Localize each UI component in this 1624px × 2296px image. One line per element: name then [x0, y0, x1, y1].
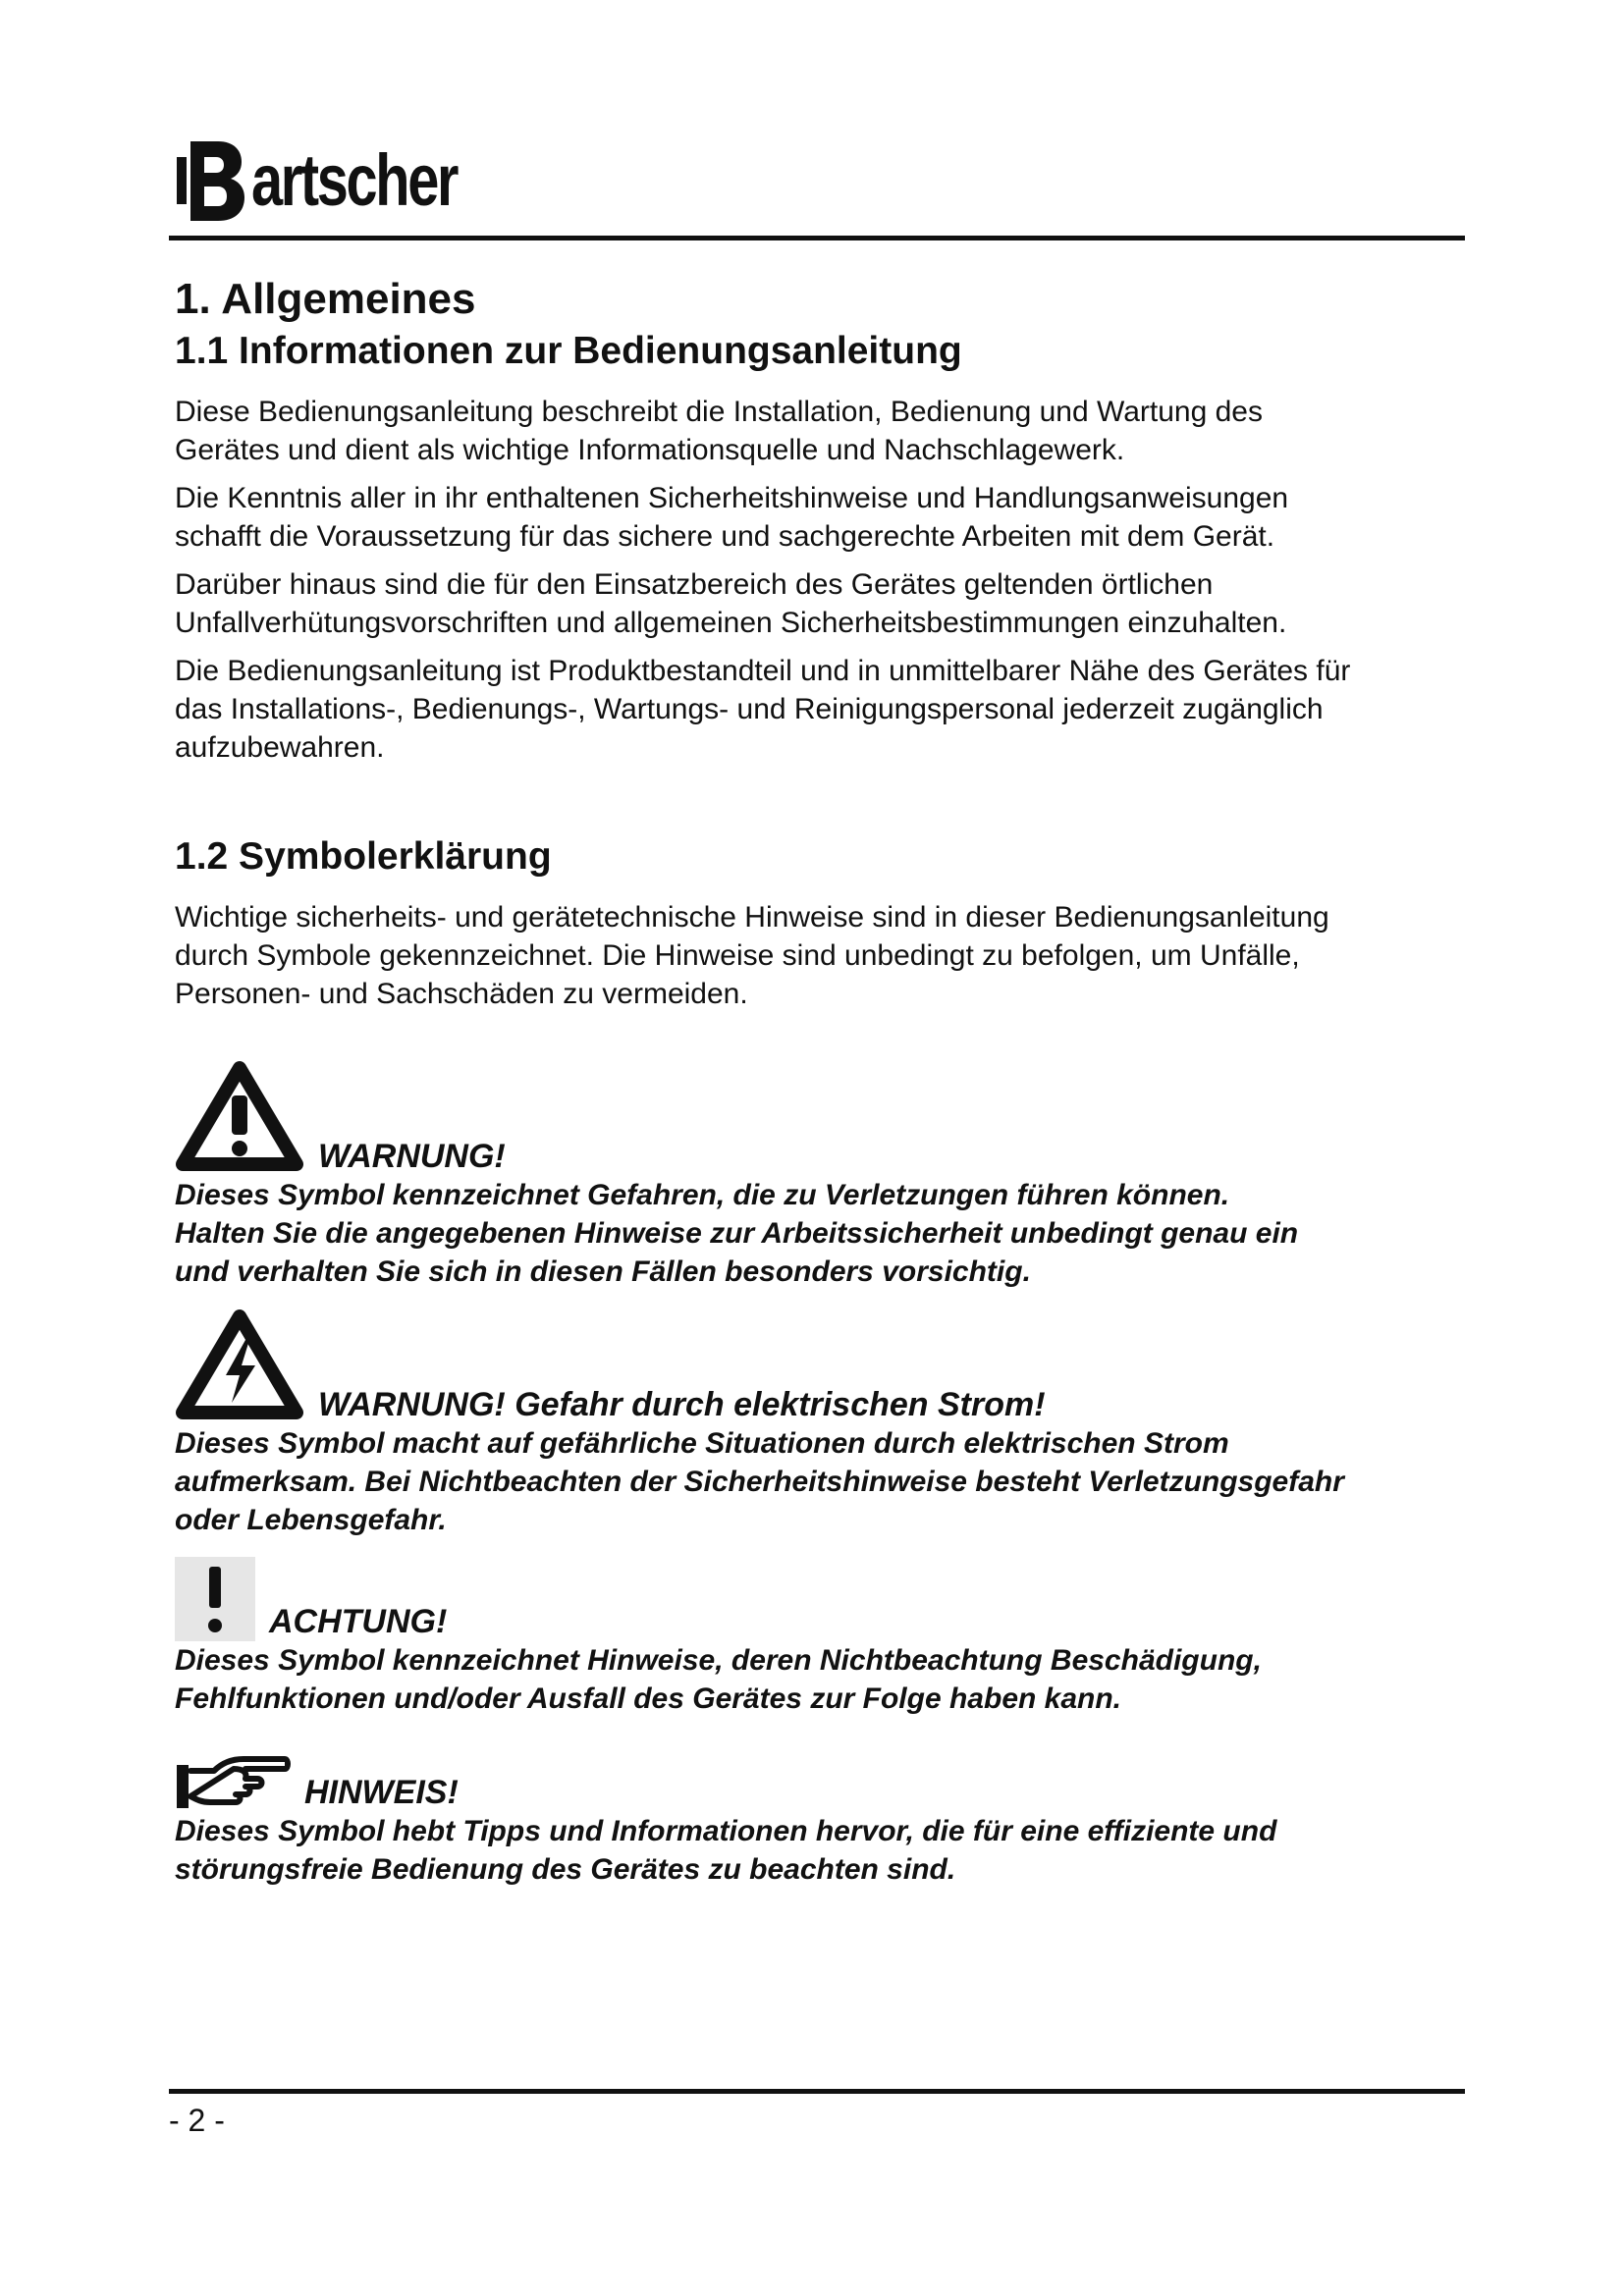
page-number: - 2 - — [169, 2103, 225, 2138]
main-content — [175, 273, 1490, 1889]
electric-hazard-icon — [175, 1308, 304, 1424]
paragraph: Diese Bedienungsanleitung beschreibt die Installation, Bedienung und Wartung des Gerätes und dient als wichtige Informationsquelle und Nachschlagewerk. — [175, 396, 1263, 466]
bartscher-logo — [177, 133, 514, 228]
exclamation-icon — [175, 1557, 255, 1641]
symbol-intro-paragraph: Wichtige sicherheits- und gerätetechnische Hinweise sind in dieser Bedienungsanleitung durch Symbole gekennzeichnet. Die Hinweise sind unbedingt zu befolgen, um Unfälle, Personen- und Sachschäden zu vermeiden. — [175, 901, 1329, 1010]
header-rule — [169, 236, 1465, 240]
bartscher-b-logo-icon — [177, 135, 247, 226]
paragraph: Die Kenntnis aller in ihr enthaltenen Sicherheitshinweise und Handlungsanweisungen schafft die Voraussetzung für das sichere und sachgerechte Arbeiten mit dem Gerät. — [175, 482, 1289, 553]
subsection-title-informationen: 1.1 Informationen zur Bedienungsanleitung — [175, 330, 962, 372]
symbol-description: Dieses Symbol macht auf gefährliche Situationen durch elektrischen Strom aufmerksam. Bei Nichtbeachten der Sicherheitshinweise besteht Verletzungsgefahr oder Lebensgefahr. — [175, 1427, 1344, 1536]
logo-wordmark: artscher — [251, 139, 458, 221]
paragraph: Darüber hinaus sind die für den Einsatzbereich des Gerätes geltenden örtlichen Unfallverhütungsvorschriften und allgemeinen Sicherheitsbestimmungen einzuhalten. — [175, 568, 1287, 639]
footer-rule — [169, 2089, 1465, 2094]
symbol-title: WARNUNG! — [318, 1138, 506, 1175]
symbol-warning — [175, 1060, 1490, 1291]
symbol-hint — [175, 1753, 1490, 1889]
symbol-electric-warning — [175, 1308, 1490, 1539]
section-title-allgemeines: 1. Allgemeines — [175, 275, 476, 323]
symbol-title: HINWEIS! — [304, 1774, 459, 1811]
subsection-title-symbolerklaerung: 1.2 Symbolerklärung — [175, 835, 552, 878]
pointing-hand-icon — [175, 1753, 291, 1812]
symbol-description: Dieses Symbol kennzeichnet Gefahren, die zu Verletzungen führen können. Halten Sie die angegebenen Hinweise zur Arbeitssicherheit unbedingt genau ein und verhalten Sie sich in diesen Fällen besonders vorsichtig. — [175, 1179, 1299, 1288]
intro-paragraphs — [175, 393, 1490, 767]
symbol-description: Dieses Symbol hebt Tipps und Informationen hervor, die für eine effiziente und störungsfreie Bedienung des Gerätes zu beachten sind. — [175, 1815, 1277, 1886]
warning-triangle-icon — [175, 1060, 304, 1176]
symbol-attention — [175, 1557, 1490, 1718]
symbol-title: ACHTUNG! — [269, 1603, 448, 1640]
symbol-description: Dieses Symbol kennzeichnet Hinweise, deren Nichtbeachtung Beschädigung, Fehlfunktionen und/oder Ausfall des Gerätes zur Folge haben kann. — [175, 1644, 1262, 1715]
symbol-title: WARNUNG! Gefahr durch elektrischen Strom! — [318, 1386, 1046, 1423]
paragraph: Die Bedienungsanleitung ist Produktbestandteil und in unmittelbarer Nähe des Gerätes für das Installations-, Bedienungs-, Wartungs- und Reinigungspersonal jederzeit zugänglich aufzubewahren. — [175, 655, 1351, 764]
